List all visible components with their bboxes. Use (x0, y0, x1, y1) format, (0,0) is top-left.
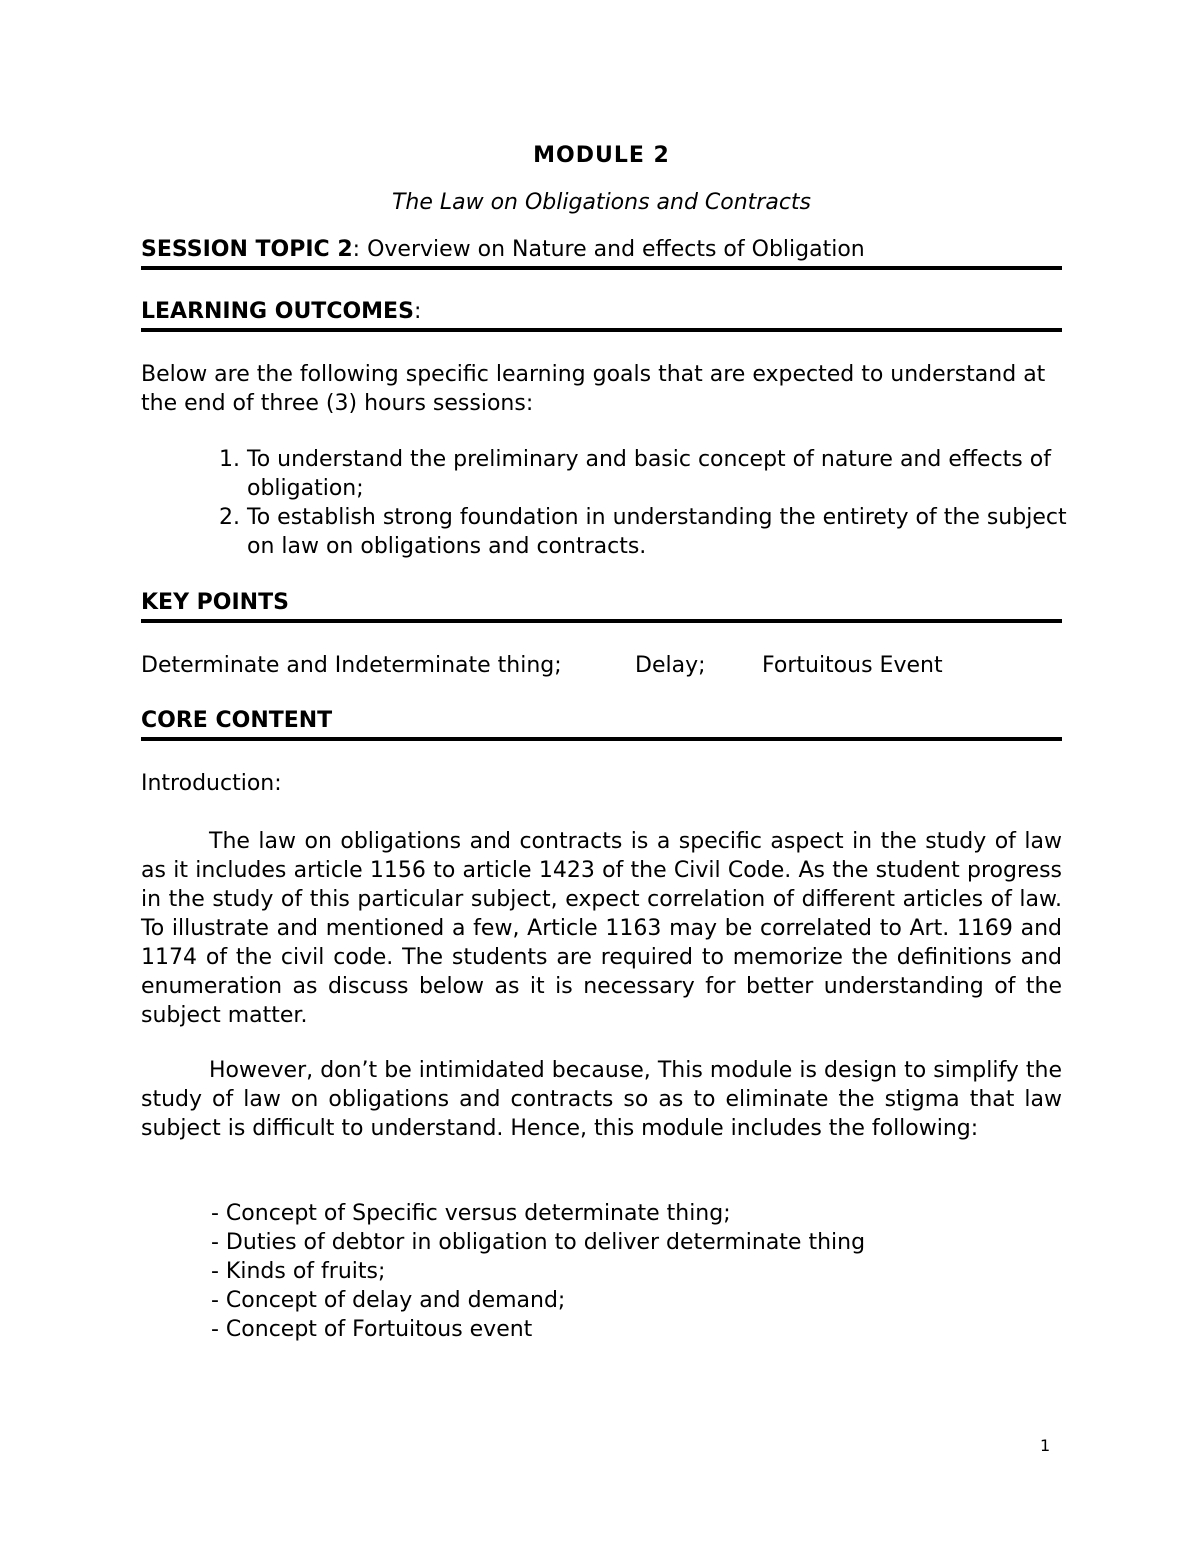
topic-item: - Concept of delay and demand; (211, 1288, 566, 1313)
key-points-label: KEY POINTS (141, 590, 289, 615)
key-point-item: Determinate and Indeterminate thing; (141, 653, 562, 678)
topic-item: - Concept of Fortuitous event (211, 1317, 533, 1342)
session-topic-label: SESSION TOPIC 2 (141, 237, 353, 262)
key-points-heading (141, 589, 1062, 623)
module-topics-list (211, 1199, 865, 1344)
outcome-item: 1. To understand the preliminary and basic concept of nature and effects of obligation; (247, 445, 1098, 503)
introduction-label: Introduction: (141, 771, 282, 796)
learning-outcomes-intro: Below are the following specific learning goals that are expected to understand at the end of three (3) hours sessions: (141, 362, 1046, 416)
topic-item: - Kinds of fruits; (211, 1259, 386, 1284)
key-point-item: Fortuitous Event (762, 653, 943, 678)
learning-outcomes-heading (141, 298, 1062, 332)
document-page (141, 0, 1067, 1553)
topic-item: - Concept of Specific versus determinate thing; (211, 1201, 731, 1226)
session-topic-heading (141, 236, 1062, 270)
learning-outcomes-label: LEARNING OUTCOMES (141, 299, 414, 324)
module-subtitle: The Law on Obligations and Contracts (391, 190, 812, 215)
core-content-heading (141, 707, 1062, 741)
key-point-item: Delay; (635, 653, 706, 678)
core-paragraph-1: The law on obligations and contracts is a specific aspect in the study of law as it includes article 1156 to article 1423 of the Civil Code. As the student progress in the study of this particular subject, expect correlation of different articles of law. To illustrate and mentioned a few, Article 1163 may be correlated to Art. 1169 and 1174 of the civil code. The students are required to memorize the definitions and enumeration as discuss below as it is necessary for better understanding of the subject matter. (141, 829, 1062, 1028)
module-title: MODULE 2 (533, 143, 670, 168)
learning-outcomes-colon: : (413, 299, 422, 324)
outcome-item: 2. To establish strong foundation in understanding the entirety of the subject on law on obligations and contracts. (247, 503, 1098, 561)
core-paragraph-2: However, don’t be intimidated because, This module is design to simplify the study of law on obligations and contracts so as to eliminate the stigma that law subject is difficult to understand. Hence, this module includes the following: (141, 1058, 1062, 1141)
core-content-label: CORE CONTENT (141, 708, 333, 733)
learning-outcomes-list (211, 445, 1098, 561)
page-number: 1 (1040, 1436, 1051, 1455)
session-topic-text: : Overview on Nature and effects of Obligation (352, 237, 865, 262)
topic-item: - Duties of debtor in obligation to deliver determinate thing (211, 1230, 866, 1255)
